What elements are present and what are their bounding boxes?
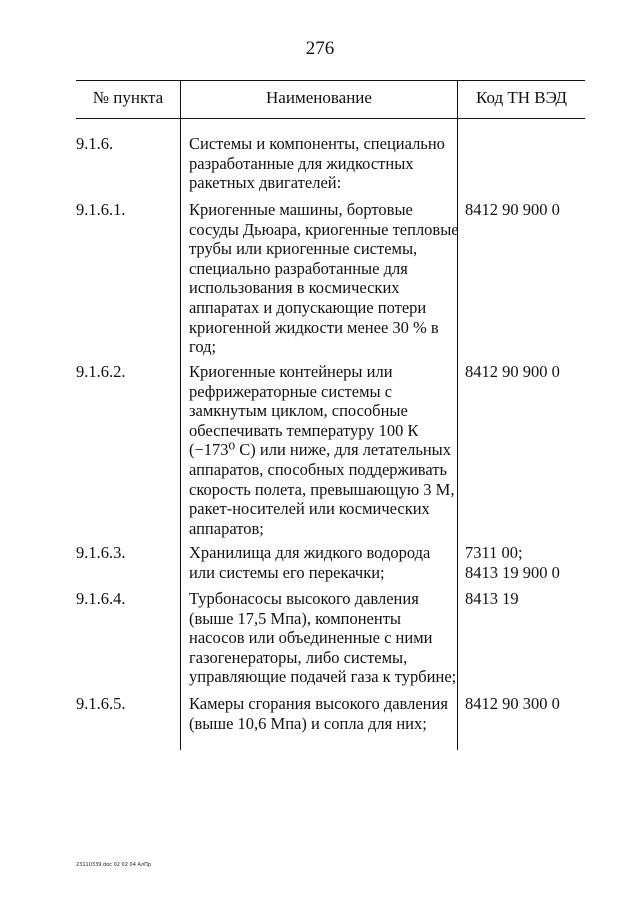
row-name-line: трубы или криогенные системы, (189, 239, 418, 259)
row-name-line: специально разработанные для (189, 258, 408, 278)
row-name-line: Криогенные машины, бортовые (189, 200, 413, 219)
row-code-line: 8412 90 300 0 (465, 694, 560, 713)
row-name-line: обеспечивать температуру 100 К (189, 420, 419, 440)
row-code (465, 589, 585, 609)
row-name-line: Системы и компоненты, специально (189, 134, 445, 153)
row-name-line: сосуды Дьюара, криогенные тепловые (189, 219, 459, 239)
row-code-line: 8413 19 (465, 589, 519, 608)
row-name-line: Хранилища для жидкого водорода (189, 543, 431, 562)
row-name-line: аппаратов, способных поддерживать (189, 459, 447, 479)
row-name-line: использования в космических (189, 278, 400, 298)
row-code (465, 362, 585, 382)
row-name-line: насосов или объединенные с ними (189, 628, 433, 648)
row-name-line: год; (189, 337, 217, 357)
row-name-line: аппаратах и допускающие потери (189, 297, 427, 317)
row-code (465, 543, 585, 582)
row-name-line: рефрижераторные системы с (189, 381, 393, 401)
row-code-line: 8413 19 900 0 (465, 562, 560, 582)
row-name (189, 694, 464, 733)
row-name-line: (выше 17,5 Мпа), компоненты (189, 608, 402, 628)
header-number: № пункта (92, 88, 164, 107)
row-number: 9.1.6.3. (76, 543, 126, 562)
row-number: 9.1.6.1. (76, 200, 126, 219)
row-number: 9.1.6.5. (76, 694, 126, 713)
row-number: 9.1.6.4. (76, 589, 126, 608)
row-name-line: (выше 10,6 Мпа) и сопла для них; (189, 713, 427, 733)
row-name (189, 134, 464, 193)
row-name-line: Турбонасосы высокого давления (189, 589, 419, 608)
header-name: Наименование (266, 88, 372, 107)
row-code-line: 7311 00; (465, 543, 523, 562)
row-name (189, 543, 464, 582)
row-code (465, 694, 585, 714)
row-code-line: 8412 90 900 0 (465, 362, 560, 381)
row-name-line: Камеры сгорания высокого давления (189, 694, 448, 713)
row-name-line: управляющие подачей газа к турбине; (189, 667, 457, 687)
row-code (465, 200, 585, 220)
row-name-line: (−173⁰ С) или ниже, для летательных (189, 440, 452, 460)
row-name-line: или системы его перекачки; (189, 562, 385, 582)
row-name-line: газогенераторы, либо системы, (189, 647, 408, 667)
row-name-line: замкнутым циклом, способные (189, 401, 408, 421)
row-name-line: Криогенные контейнеры или (189, 362, 393, 381)
row-name-line: разработанные для жидкостных (189, 153, 414, 173)
row-name (189, 589, 464, 687)
row-name-line: аппаратов; (189, 518, 264, 538)
row-number: 9.1.6.2. (76, 362, 126, 381)
row-number: 9.1.6. (76, 134, 114, 153)
column-divider-1 (180, 80, 181, 750)
row-code-line: 8412 90 900 0 (465, 200, 560, 219)
row-name-line: криогенной жидкости менее 30 % в (189, 317, 439, 337)
row-name-line: скорость полета, превышающую 3 М, (189, 479, 455, 499)
page-number: 276 (305, 38, 335, 59)
document-footer: 23110339.doc 02 02 04 АлПр (76, 862, 152, 868)
row-name (189, 200, 464, 357)
table-header-bottom-border (76, 118, 585, 119)
header-code: Код ТН ВЭД (475, 88, 568, 107)
row-name-line: ракетных двигателей: (189, 173, 342, 193)
row-name (189, 362, 464, 538)
row-name-line: ракет-носителей или космических (189, 499, 430, 519)
